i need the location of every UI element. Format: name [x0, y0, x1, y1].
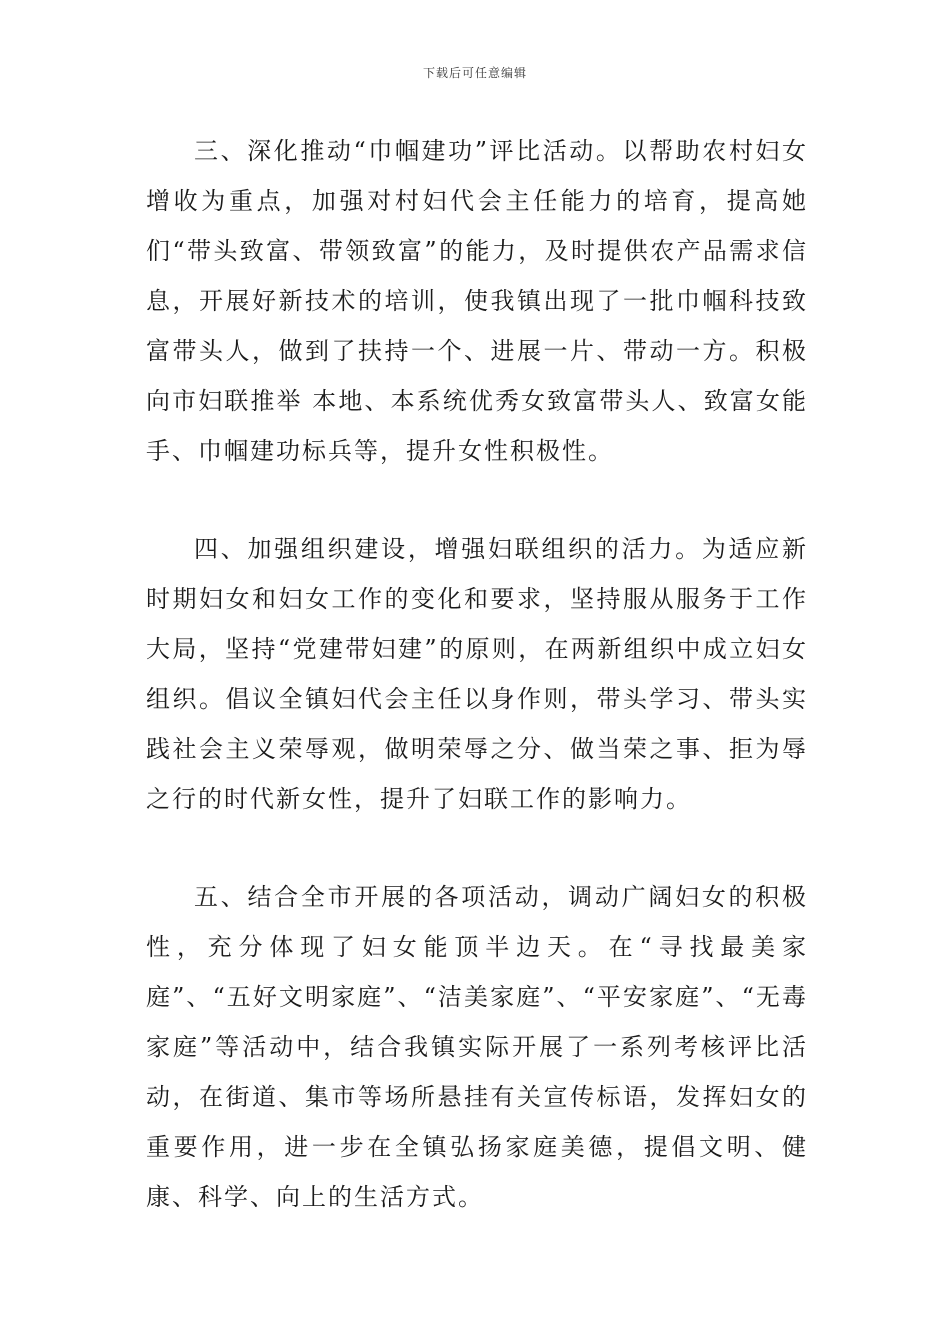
document-body [146, 126, 808, 1222]
paragraph-4: 四、加强组织建设，增强妇联组织的活力。为适应新时期妇女和妇女工作的变化和要求，坚持服从服务于工作大局，坚持“党建带妇建”的原则，在两新组织中成立妇女组织。倡议全镇妇代会主任以身作则，带头学习、带头实践社会主义荣辱观，做明荣辱之分、做当荣之事、拒为辱之行的时代新女性，提升了妇联工作的影响力。 [146, 535, 808, 813]
page-header-note: 下载后可任意编辑 [422, 66, 527, 80]
paragraph-5: 五、结合全市开展的各项活动，调动广阔妇女的积极性，充分体现了妇女能顶半边天。在“寻找最美家庭”、“五好文明家庭”、“洁美家庭”、“平安家庭”、“无毒家庭”等活动中，结合我镇实际开展了一系列考核评比活动，在街道、集市等场所悬挂有关宣传标语，发挥妇女的重要作用，进一步在全镇弘扬家庭美德，提倡文明、健康、科学、向上的生活方式。 [146, 883, 808, 1211]
paragraph-3: 三、深化推动“巾帼建功”评比活动。以帮助农村妇女增收为重点，加强对村妇代会主任能力的培育，提高她们“带头致富、带领致富”的能力，及时提供农产品需求信息，开展好新技术的培训，使我镇出现了一批巾帼科技致富带头人，做到了扶持一个、进展一片、带动一方。积极向市妇联推举 本地、本系统优秀女致富带头人、致富女能手、巾帼建功标兵等，提升女性积极性。 [146, 137, 808, 465]
